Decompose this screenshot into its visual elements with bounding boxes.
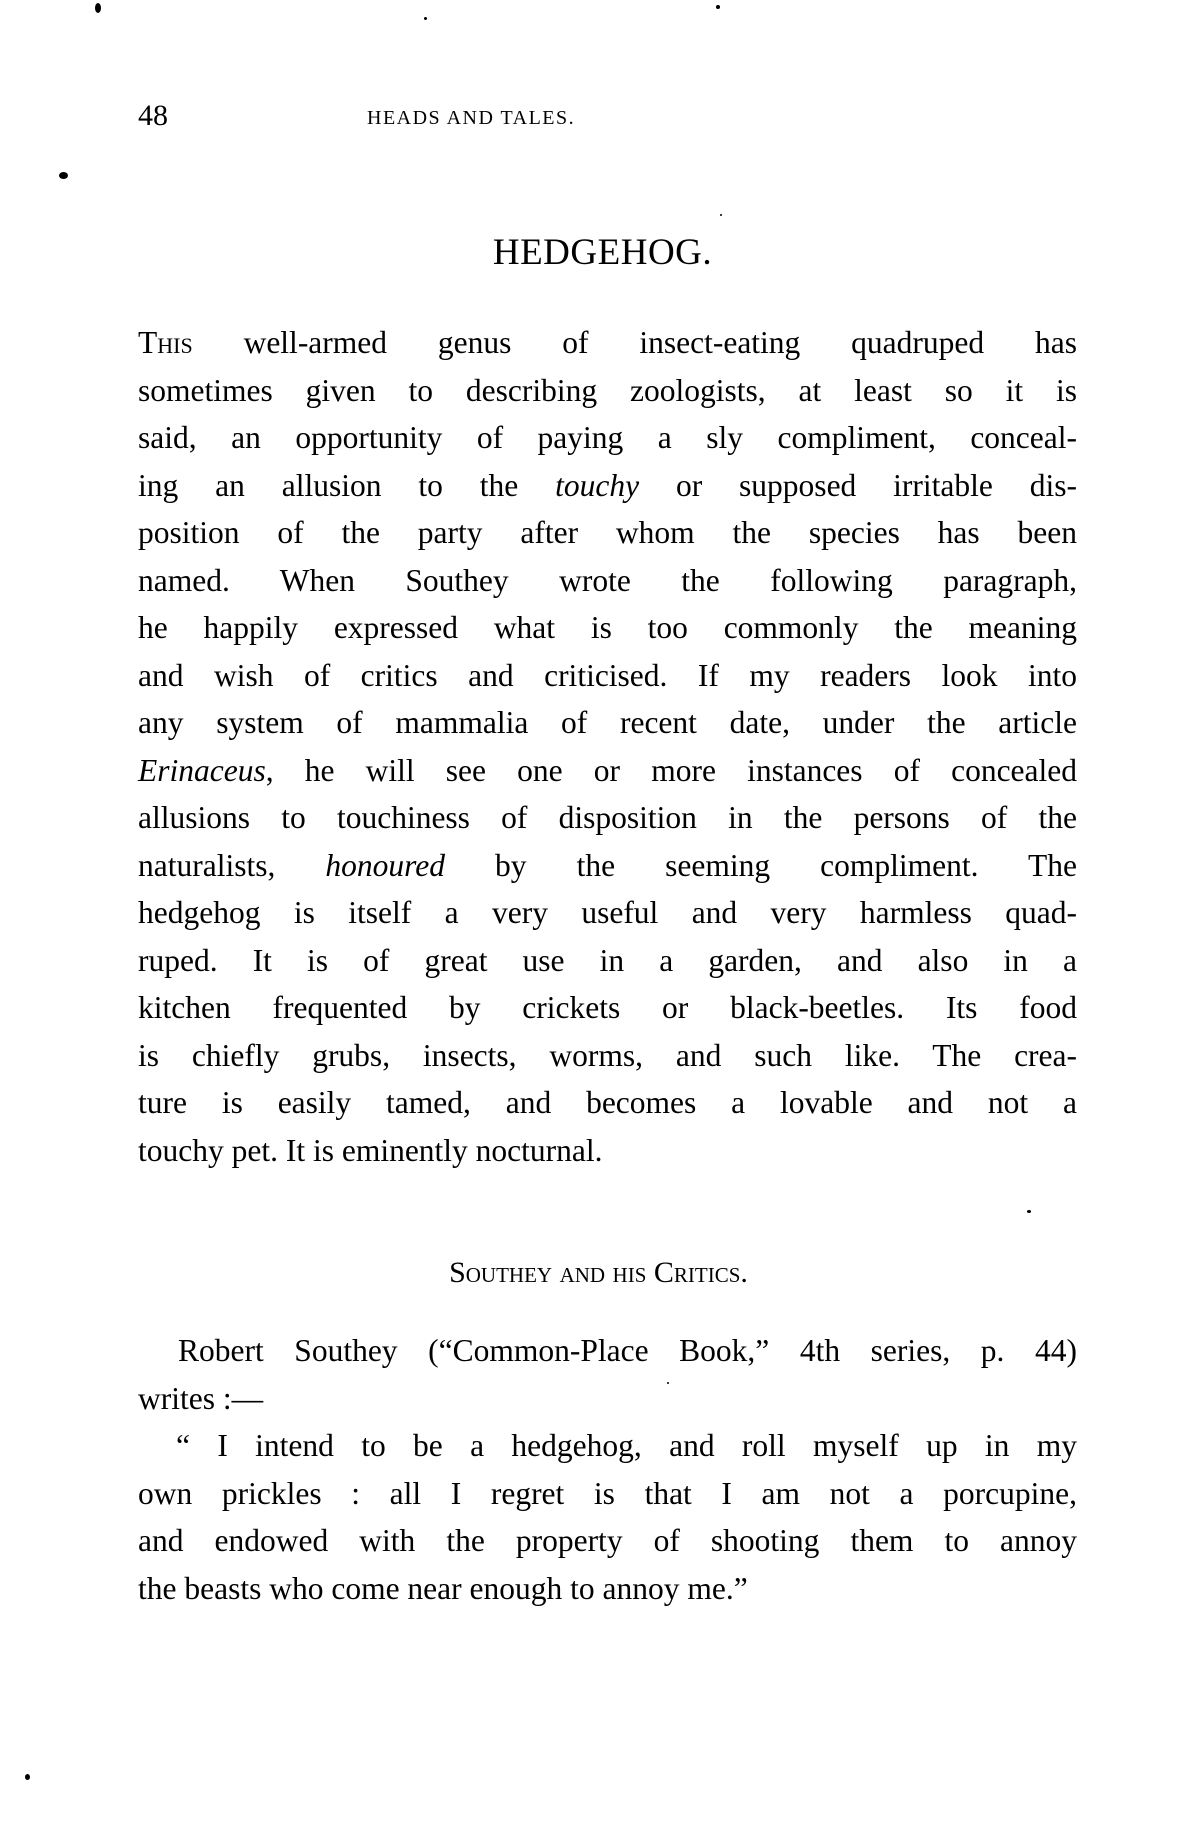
text-line: and wish of critics and criticised. If my readers look into — [138, 657, 1077, 693]
text-line: Robert Southey (“Common-Place Book,” 4th series, p. 44) — [178, 1333, 1077, 1368]
text-line: said, an opportunity of paying a sly compliment, conceal- — [138, 420, 1077, 455]
text-line: “ I intend to be a hedgehog, and roll myself up in my — [176, 1428, 1077, 1463]
print-speck — [95, 3, 101, 13]
text-line: hedgehog is itself a very useful and very harmless quad- — [138, 895, 1077, 930]
text-line: named. When Southey wrote the following paragraph, — [138, 562, 1077, 598]
text-line: is chiefly grubs, insects, worms, and such like. The crea- — [138, 1037, 1077, 1073]
text-line: and endowed with the property of shooting them to annoy — [138, 1523, 1077, 1558]
text-line: ture is easily tamed, and becomes a lovable and not a — [138, 1085, 1077, 1120]
text-line — [138, 747, 1077, 795]
line-text: , he will see one or more instances of concealed — [265, 752, 1077, 788]
text-line: position of the party after whom the species has been — [138, 515, 1077, 550]
text-line — [138, 462, 1077, 510]
italic-term: honoured — [325, 847, 445, 883]
text-line: kitchen frequented by crickets or black-beetles. Its food — [138, 990, 1077, 1025]
print-speck — [720, 214, 722, 216]
section-title-hedgehog: HEDGEHOG. — [492, 232, 713, 273]
line-text: by the seeming compliment. The — [445, 847, 1077, 883]
print-speck — [59, 172, 68, 179]
line-text: naturalists, — [138, 847, 326, 883]
italic-term: touchy — [555, 467, 640, 503]
text-line: ruped. It is of great use in a garden, and also in a — [138, 942, 1077, 978]
text-line: any system of mammalia of recent date, under the article — [138, 705, 1077, 740]
line-text: or supposed irritable dis- — [639, 467, 1077, 503]
text-line: the beasts who come near enough to annoy me.” — [138, 1570, 748, 1606]
italic-term: Erinaceus — [138, 752, 266, 788]
text-line: allusions to touchiness of disposition in the persons of the — [138, 800, 1077, 835]
small-caps-lead: This — [138, 325, 193, 360]
text-line — [138, 319, 1077, 367]
page-number: 48 — [138, 99, 168, 132]
print-speck — [1027, 1210, 1031, 1213]
text-line: he happily expressed what is too commonly the meaning — [138, 610, 1077, 645]
text-line: touchy pet. It is eminently nocturnal. — [138, 1132, 603, 1168]
line-text: well-armed genus of insect-eating quadruped has — [192, 325, 1077, 360]
running-title: HEADS AND TALES. — [367, 107, 576, 129]
text-line — [138, 842, 1077, 890]
paragraph-southey-intro — [138, 1327, 1077, 1422]
line-text: ing an allusion to the — [138, 467, 556, 503]
text-line: writes :— — [138, 1380, 264, 1416]
text-line: sometimes given to describing zoologists, at least so it is — [138, 372, 1077, 408]
paragraph-southey-quote — [138, 1422, 1077, 1612]
print-speck — [25, 1774, 30, 1780]
section-title-southey-and-his-critics: Southey and his Critics. — [449, 1256, 748, 1289]
paragraph-hedgehog — [138, 319, 1077, 1174]
text-line: own prickles : all I regret is that I am not a porcupine, — [138, 1475, 1077, 1511]
running-head — [138, 96, 1077, 136]
print-speck — [716, 5, 720, 9]
print-speck — [424, 17, 427, 20]
